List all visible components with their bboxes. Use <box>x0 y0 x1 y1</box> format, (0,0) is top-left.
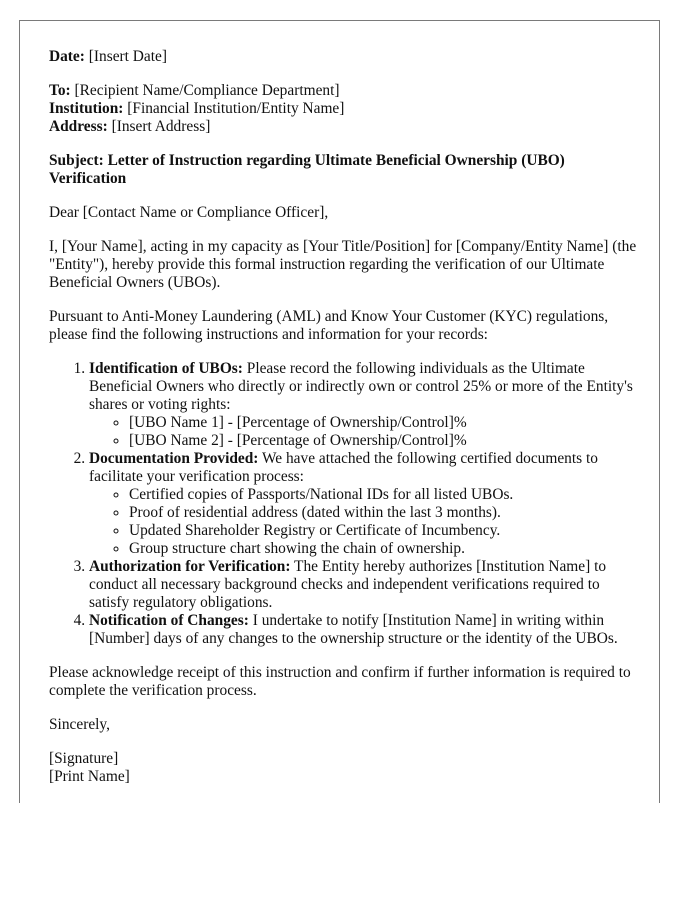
date-line <box>49 48 639 66</box>
instruction-item-ubo-identification <box>89 360 639 450</box>
closing-request: Please acknowledge receipt of this instruction and confirm if further information is required to complete the verification process. <box>49 664 631 699</box>
salutation: Dear [Contact Name or Compliance Officer], <box>49 204 329 221</box>
instruction-title: Notification of Changes: <box>89 612 249 629</box>
instruction-item-authorization <box>89 558 639 612</box>
address-value: [Insert Address] <box>107 118 211 135</box>
list-item: ◦ Group structure chart showing the chain of ownership. <box>129 540 639 558</box>
letter-body <box>49 48 639 802</box>
instruction-title: Documentation Provided: <box>89 450 259 467</box>
print-name-line: [Print Name] <box>49 768 130 785</box>
instruction-text: The Entity hereby authorizes [Institution Name] to conduct all necessary background checks and independent verifications required to satisfy regulatory obligations. <box>89 558 607 611</box>
signature-block <box>49 750 639 786</box>
subject-text: Subject: Letter of Instruction regarding Ultimate Beneficial Ownership (UBO) Verification <box>49 152 565 187</box>
list-item: ◦ Certified copies of Passports/National IDs for all listed UBOs. <box>129 486 639 504</box>
ubo-list <box>89 414 639 450</box>
to-line <box>49 82 639 100</box>
to-value: [Recipient Name/Compliance Department] <box>70 82 340 99</box>
institution-value: [Financial Institution/Entity Name] <box>123 100 345 117</box>
signature-line: [Signature] <box>49 750 119 767</box>
list-item: ◦ Proof of residential address (dated within the last 3 months). <box>129 504 639 522</box>
instruction-text: I undertake to notify [Institution Name] in writing within [Number] days of any changes to the ownership structure or the identity of the UBOs. <box>89 612 618 647</box>
intro-paragraph: I, [Your Name], acting in my capacity as [Your Title/Position] for [Company/Entity Name] (the "Entity"), hereby provide this formal instruction regarding the verification of our Ultimate Beneficial Owners (UBOs). <box>49 238 637 291</box>
list-item: ◦ [UBO Name 2] - [Percentage of Ownership/Control]% <box>129 432 639 450</box>
address-line <box>49 118 639 136</box>
address-label: Address: <box>49 118 108 135</box>
to-label: To: <box>49 82 71 99</box>
document-list <box>89 486 639 558</box>
recipient-block <box>49 82 639 136</box>
instruction-item-documentation <box>89 450 639 558</box>
instruction-list <box>49 360 639 648</box>
instruction-item-notification <box>89 612 639 648</box>
letter-page <box>19 20 660 803</box>
date-value: [Insert Date] <box>84 48 167 65</box>
lead-in-paragraph: Pursuant to Anti-Money Laundering (AML) and Know Your Customer (KYC) regulations, please find the following instructions and information for your records: <box>49 308 609 343</box>
subject-line <box>49 152 639 188</box>
instruction-title: Authorization for Verification: <box>89 558 291 575</box>
list-item: ◦ Updated Shareholder Registry or Certificate of Incumbency. <box>129 522 639 540</box>
list-item: ◦ [UBO Name 1] - [Percentage of Ownership/Control]% <box>129 414 639 432</box>
institution-line <box>49 100 639 118</box>
instruction-text: Please record the following individuals as the Ultimate Beneficial Owners who directly or indirectly own or control 25% or more of the Entity's shares or voting rights: <box>89 360 633 413</box>
instruction-title: Identification of UBOs: <box>89 360 243 377</box>
instruction-text: We have attached the following certified documents to facilitate your verification process: <box>89 450 598 485</box>
sign-off: Sincerely, <box>49 716 110 733</box>
date-label: Date: <box>49 48 85 65</box>
institution-label: Institution: <box>49 100 124 117</box>
